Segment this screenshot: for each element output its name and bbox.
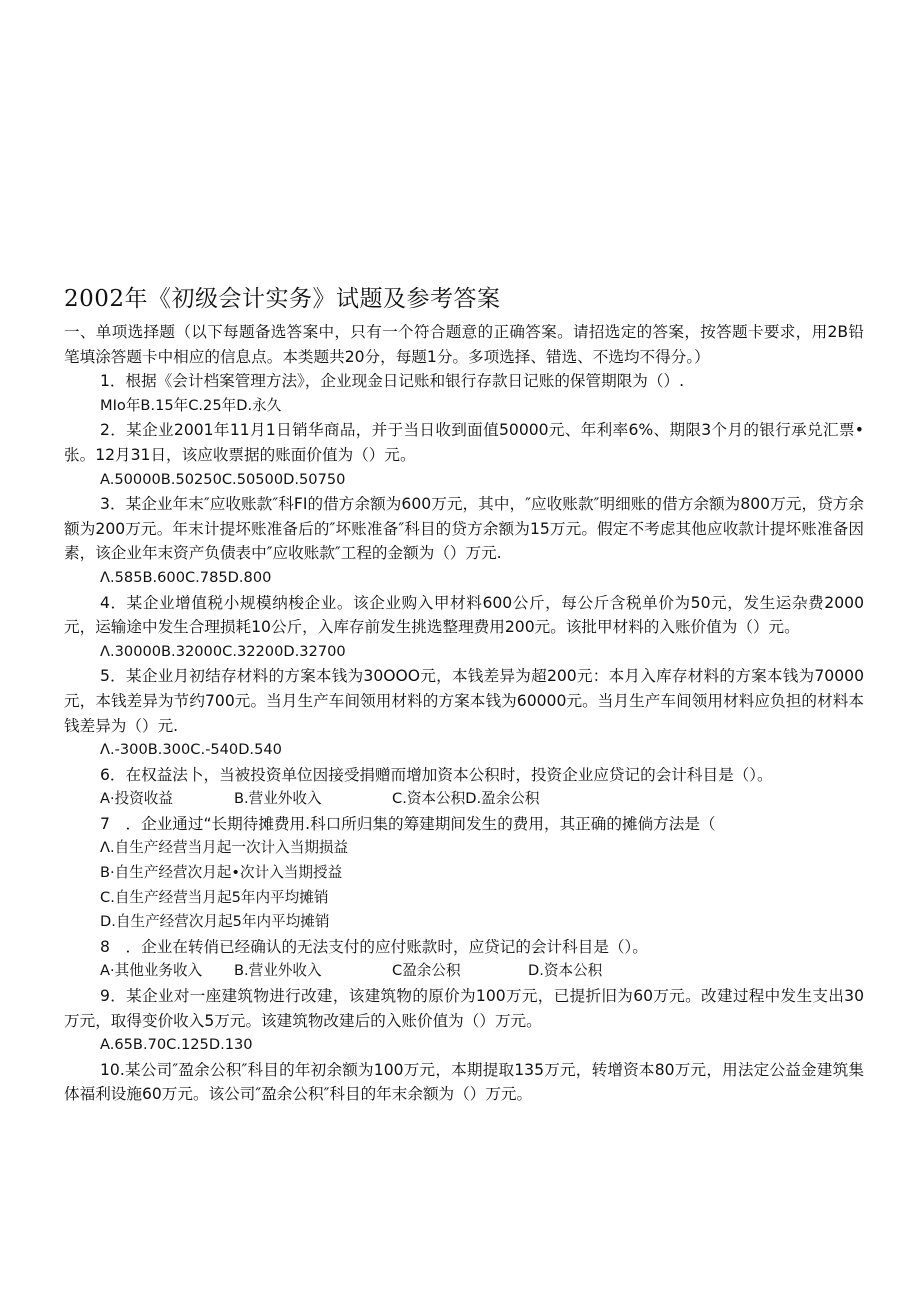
- q7-option-c: C.自生产经营当月起5年内平均摊销: [100, 888, 329, 906]
- question-9: 9．某企业对一座建筑物进行改建，该建筑物的原价为100万元，已提折旧为60万元。改建过程中发生支出30万元，取得变价收入5万元。该建筑物改建后的入账价值为（）万元。: [64, 987, 864, 1030]
- q8-option-d: D.资本公积: [528, 962, 603, 980]
- question-6-options: [64, 787, 864, 812]
- q7-option-b: B·自生产经营次月起•次计入当期授益: [100, 864, 343, 882]
- q6-option-cd: C.资本公积D.盈余公积: [392, 790, 540, 808]
- q6-option-a: A·投资收益: [100, 790, 173, 808]
- question-7: 7 ．企业通过“长期待摊费用.科口所归集的筹建期间发生的费用，其正确的摊倘方法是（: [100, 814, 716, 833]
- question-8-options: [64, 959, 864, 984]
- q8-option-a: A·其他业务收入: [100, 962, 203, 980]
- question-5: 5．某企业月初结存材料的方案本钱为30OOO元，本钱差异为超200元：本月入库存材料的方案本钱为70000元，本钱差异为节约700元。当月生产车间领用材料的方案本钱为60000元。当月生产车间领用材料应负担的材料本钱差异为（）元.: [64, 667, 864, 735]
- q7-option-d: D.自生产经营次月起5年内平均摊销: [100, 913, 330, 931]
- question-1: 1．根据《会计档案管理方法》，企业现金日记账和银行存款日记账的保管期限为（）.: [100, 372, 685, 391]
- question-10: 10.某公司″盈余公积″科目的年初余额为100万元，本期提取135万元，转增资本80万元，用法定公益金建筑集体福利设施60万元。该公司″盈余公积″科目的年末余额为（）万元。: [64, 1060, 864, 1104]
- question-4-options: Λ.30000B.32000C.32200D.32700: [100, 642, 346, 660]
- q8-option-b: B.营业外收入: [234, 962, 322, 980]
- question-6: 6．在权益法卜，当被投资单位因接受捐赠而增加资本公积时，投资企业应贷记的会计科目是（）。: [100, 765, 773, 784]
- question-9-options: A.65B.70C.125D.130: [100, 1036, 253, 1054]
- question-8: 8 ．企业在转俏已经确认的无法支付的应付账款时，应贷记的会计科目是（）。: [100, 937, 648, 956]
- question-1-options: MIo年B.15年C.25年D.永久: [100, 396, 282, 414]
- q8-option-c: C盈余公积: [392, 962, 461, 980]
- question-3-options: Λ.585B.600C.785D.800: [100, 568, 272, 586]
- section-intro: 一、单项选择题（以下每题备选答案中，只有一个符合题意的正确答案。请招选定的答案，按答题卡要求，用2B铅笔填涂答题卡中相应的信息点。本类题共20分，每题1分。多项选择、错选、不选均不得分。）: [64, 323, 864, 366]
- q6-option-b: B.营业外收入: [234, 790, 322, 808]
- question-2: 2．某企业2001年11月1日销华商品，并于当日收到面值50000元、年利率6%、期限3个月的银行承兑汇票•张。12月31日，该应收票据的账面价值为（）元。: [64, 421, 864, 464]
- document-title: 2002年《初级会计实务》试题及参考答案: [64, 286, 501, 312]
- q7-option-a: Λ.自生产经营当月起一次计入当期损益: [100, 839, 349, 857]
- question-2-options: A.50000B.50250C.50500D.50750: [100, 470, 346, 488]
- document-page: [64, 282, 864, 1107]
- question-4: 4．某企业增值税小规模纳梭企业。该企业购入甲材料600公斤，每公斤含税单价为50元，发生运杂费2000元，运输途中发生合理损耗10公斤，入库存前发生挑选整理费用200元。该批甲材料的入账价值为（）元。: [64, 593, 864, 637]
- question-5-options: Λ.-300B.300C.-540D.540: [100, 741, 282, 759]
- question-3: 3．某企业年末″应收账款″科FI的借方余额为600万元，其中，″应收账款″明细账的借方余额为800万元，贷方余额为200万元。年末计提坏账准备后的″坏账准备″科目的贷方余额为15万元。假定不考虑其他应收款计提坏账准备因素，该企业年末资产负债表中″应收账款″工程的金额为（）万元.: [64, 495, 864, 563]
